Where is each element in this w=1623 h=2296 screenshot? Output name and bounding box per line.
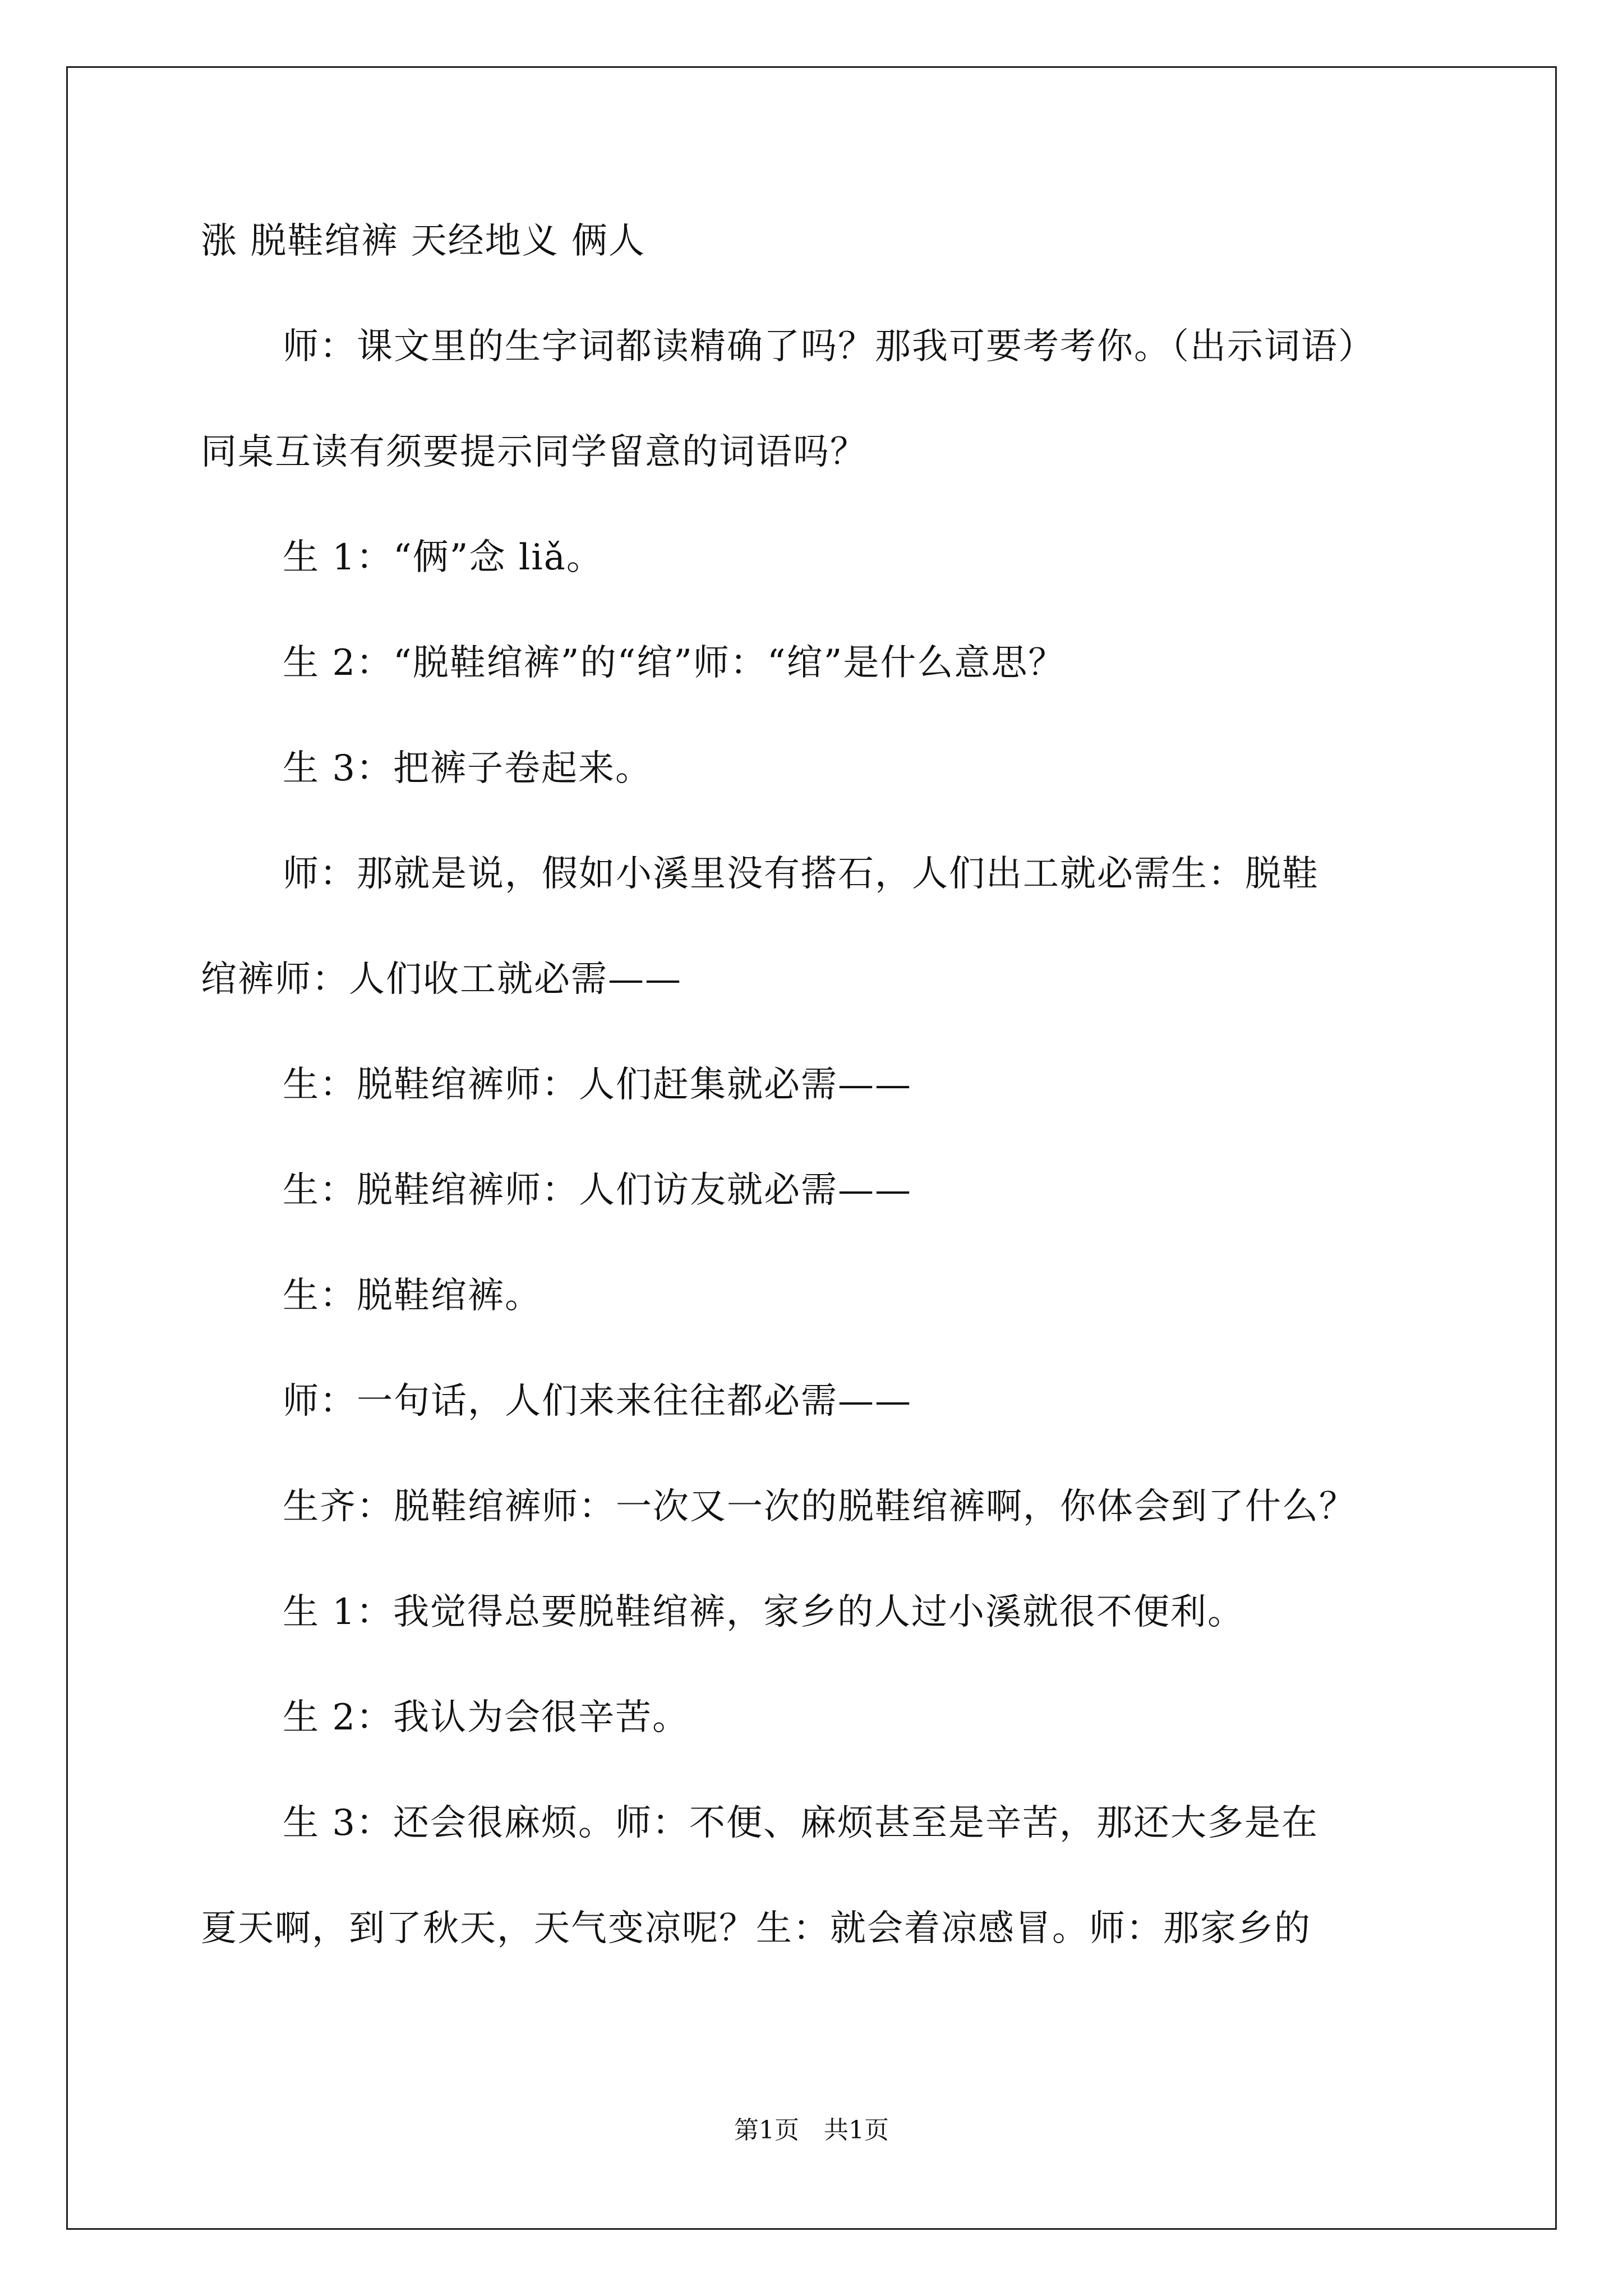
text-line: 生 2：“脱鞋绾裤”的“绾”师：“绾”是什么意思？ xyxy=(283,642,1066,684)
text-line: 同桌互读有须要提示同学留意的词语吗？ xyxy=(201,431,867,473)
text-line: 生 1：我觉得总要脱鞋绾裤，家乡的人过小溪就很不便利。 xyxy=(283,1591,1245,1633)
page-footer: 第1页 共1页 xyxy=(734,2116,889,2145)
page-border xyxy=(66,66,1557,2230)
text-line: 夏天啊，到了秋天，天气变凉呢？生：就会着凉感冒。师：那家乡的 xyxy=(201,1908,1311,1949)
text-line: 师：那就是说，假如小溪里没有搭石，人们出工就必需生：脱鞋 xyxy=(283,853,1319,895)
text-line: 生 2：我认为会很辛苦。 xyxy=(283,1697,690,1738)
text-line: 生：脱鞋绾裤师：人们赶集就必需—— xyxy=(283,1064,912,1106)
text-line: 生：脱鞋绾裤师：人们访友就必需—— xyxy=(283,1170,912,1211)
text-line: 生：脱鞋绾裤。 xyxy=(283,1275,542,1317)
text-line: 生 1：“俩”念 liǎ。 xyxy=(283,537,603,578)
text-line: 涨 脱鞋绾裤 天经地义 俩人 xyxy=(201,220,646,262)
text-line: 生齐：脱鞋绾裤师：一次又一次的脱鞋绾裤啊，你体会到了什么？ xyxy=(283,1486,1356,1527)
text-line: 绾裤师：人们收工就必需—— xyxy=(201,959,682,1000)
text-line: 生 3：还会很麻烦。师：不便、麻烦甚至是辛苦，那还大多是在 xyxy=(283,1802,1319,1844)
text-line: 师：一句话，人们来来往往都必需—— xyxy=(283,1381,912,1422)
text-line: 生 3：把裤子卷起来。 xyxy=(283,748,653,789)
text-line: 师：课文里的生字词都读精确了吗？那我可要考考你。（出示词语） xyxy=(283,326,1375,367)
